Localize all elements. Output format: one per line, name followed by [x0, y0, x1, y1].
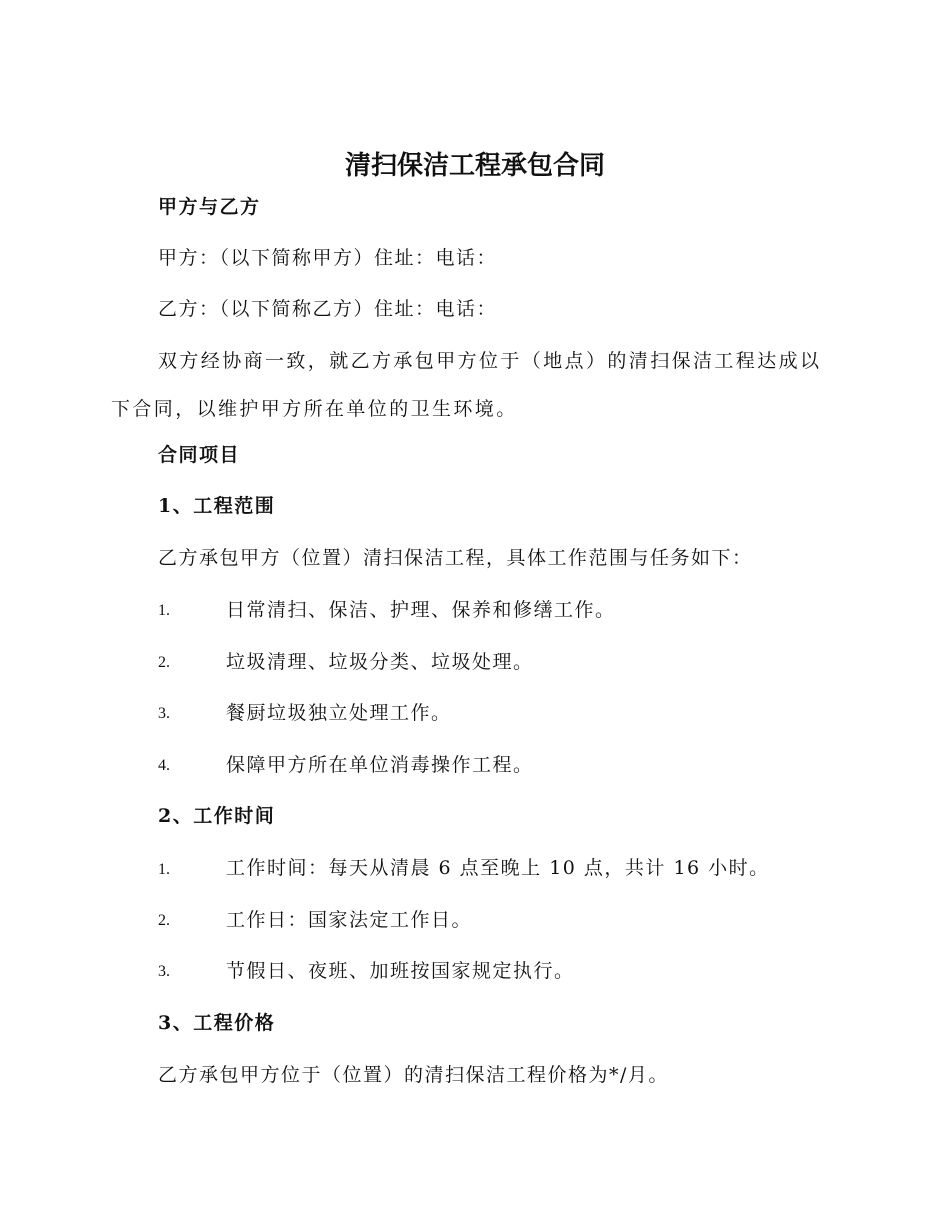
- list-item-number: 1.: [158, 861, 170, 878]
- section1-text: 乙方承包甲方（位置）清扫保洁工程，具体工作范围与任务如下：: [158, 547, 753, 569]
- list-item: 节假日、夜班、加班按国家规定执行。: [226, 960, 575, 982]
- list-item: 餐厨垃圾独立处理工作。: [226, 702, 452, 724]
- list-item: 日常清扫、保洁、护理、保养和修缮工作。: [226, 599, 616, 621]
- section3-text: 乙方承包甲方位于（位置）的清扫保洁工程价格为*/月。: [158, 1064, 669, 1086]
- list-item: 保障甲方所在单位消毒操作工程。: [226, 754, 534, 776]
- list-item-number: 1.: [158, 602, 170, 619]
- list-item-number: 3.: [158, 705, 170, 722]
- contract-items-heading: 合同项目: [158, 444, 241, 466]
- list-item: 工作时间：每天从清晨 6 点至晚上 10 点，共计 16 小时。: [226, 857, 770, 879]
- document-title: 清扫保洁工程承包合同: [344, 151, 605, 181]
- list-item: 垃圾清理、垃圾分类、垃圾处理。: [226, 651, 534, 673]
- list-item-number: 2.: [158, 912, 170, 929]
- parties-heading: 甲方与乙方: [158, 196, 261, 218]
- party-b-line: 乙方：（以下简称乙方）住址：电话：: [158, 298, 498, 320]
- intro-paragraph: 双方经协商一致，就乙方承包甲方位于（地点）的清扫保洁工程达成以下合同，以维护甲方所在单位的卫生环境。: [111, 350, 822, 420]
- list-item-number: 4.: [158, 757, 170, 774]
- section1-heading: 1、工程范围: [158, 495, 276, 517]
- list-item-number: 2.: [158, 654, 170, 671]
- section3-heading: 3、工程价格: [158, 1012, 276, 1034]
- list-item-number: 3.: [158, 963, 170, 980]
- section2-heading: 2、工作时间: [158, 805, 276, 827]
- list-item: 工作日：国家法定工作日。: [226, 909, 473, 931]
- party-a-line: 甲方：（以下简称甲方）住址：电话：: [158, 247, 498, 269]
